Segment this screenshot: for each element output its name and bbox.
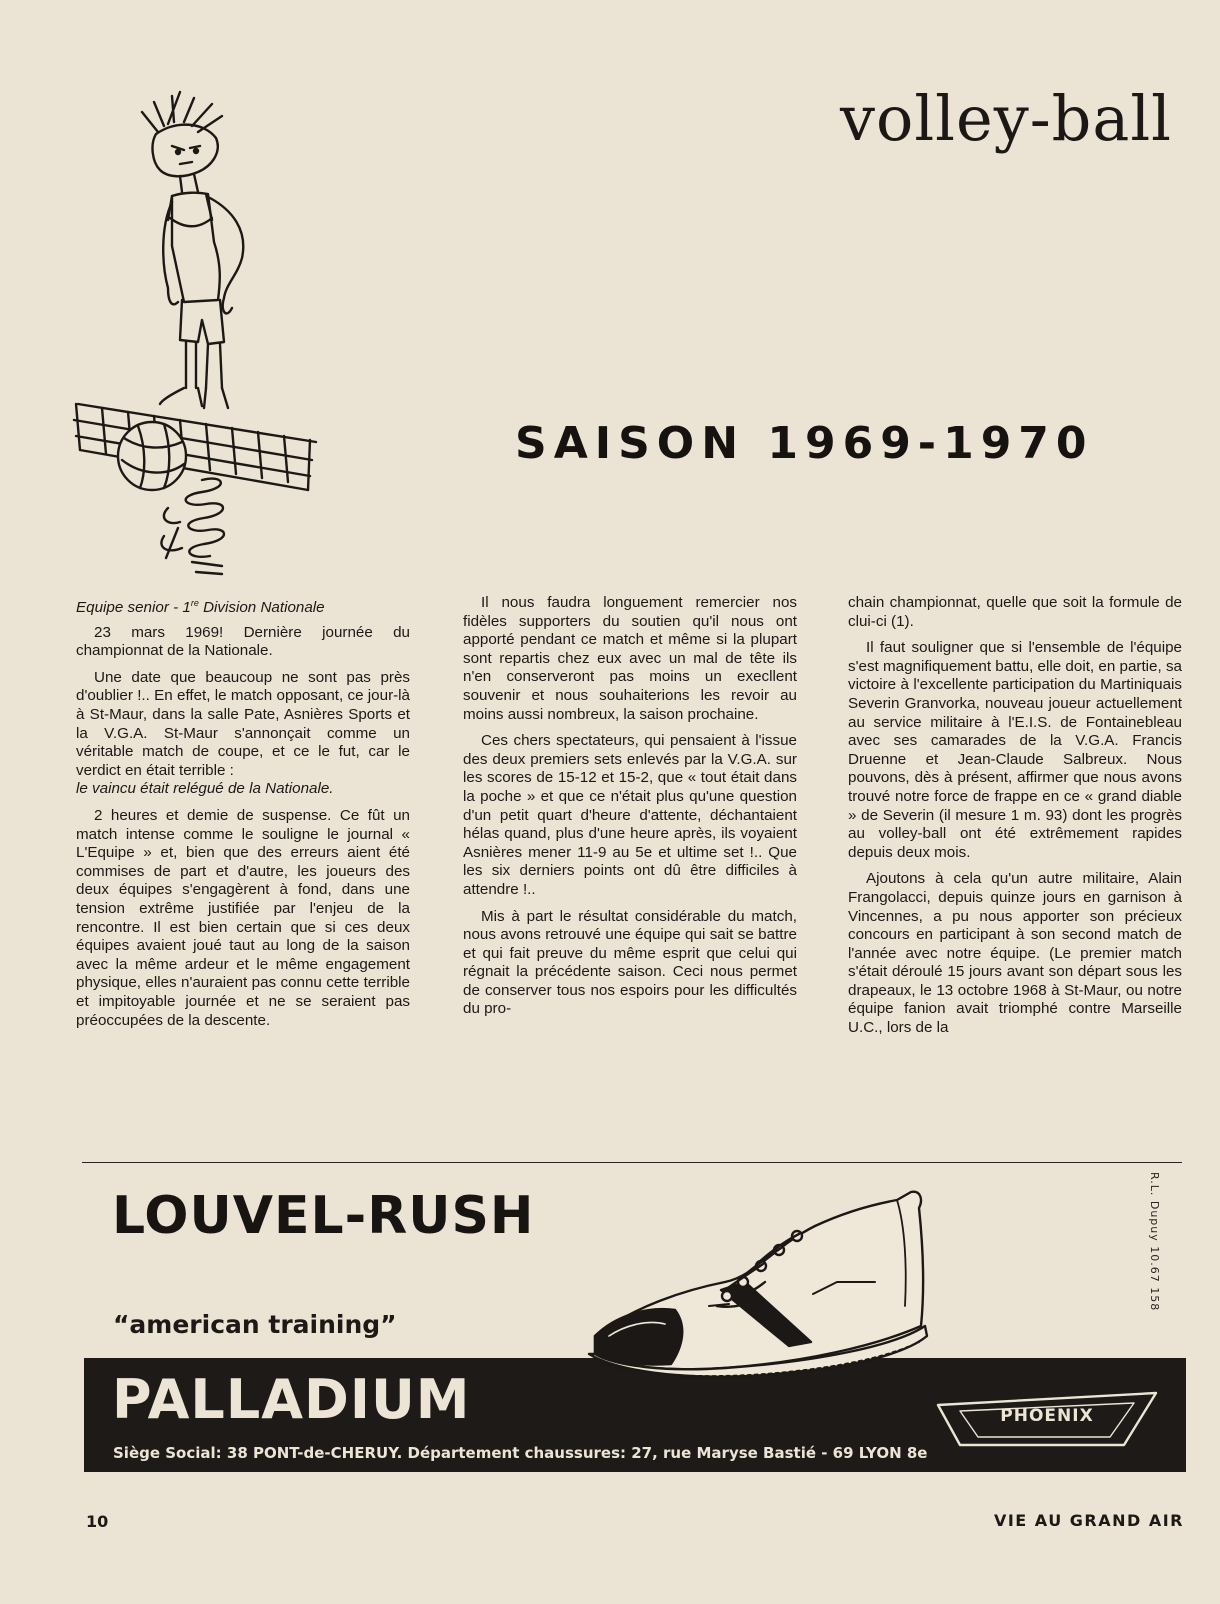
article-kicker	[76, 594, 410, 618]
paragraph: Une date que beaucoup ne sont pas près d'oublier !.. En effet, le match opposant, ce jour-là à St-Maur, dans la salle Pate, Asnières Sports et la V.G.A. St-Maur s'annonçait comme un véritable match de coupe, et ce le fut, car le verdict en était terrible :	[76, 668, 410, 779]
phoenix-logo	[934, 1387, 1160, 1447]
volleyball-player-illustration	[72, 88, 334, 578]
ad-address: Siège Social: 38 PONT-de-CHERUY. Département chaussures: 27, rue Maryse Bastié - 69 LYON 8e	[113, 1444, 928, 1462]
phoenix-logo-label: PHOENIX	[1000, 1406, 1094, 1426]
paragraph: Ajoutons à cela qu'un autre militaire, Alain Frangolacci, depuis quinze jours en garnison à Vincennes, a pu nous apporter son précieux concours en participant à son second match de l'année avec notre équipe. (Le premier match s'était déroulé 15 jours avant son départ sous les drapeaux, le 13 octobre 1968 à St-Maur, ou notre équipe fanion avait triomphé contre Marseille U.C., lors de la	[848, 870, 1182, 1037]
paragraph-emphasis	[76, 780, 410, 799]
magazine-name: VIE AU GRAND AIR	[993, 1511, 1184, 1530]
sneaker-illustration	[575, 1186, 945, 1386]
headline: SAISON 1969-1970	[515, 418, 1094, 469]
paragraph: 2 heures et demie de suspense. Ce fût un match intense comme le souligne le journal « L'Equipe » et, bien que des erreurs aient été commises de part et d'autre, les joueurs des deux équipes s'engagèrent à fond, dans une tension extrême justifiée par l'enjeu de la rencontre. Il est bien certain que si ces deux équipes avaient joué taut au long de la saison avec la même ardeur et le même engagement physique, elles n'auraient pas connu cette terrible et impitoyable journée et ne se seraient pas préoccupées de la descente.	[76, 807, 410, 1029]
kicker-prefix: Equipe senior - 1	[76, 599, 191, 617]
ad-maker: PALLADIUM	[112, 1368, 471, 1431]
kicker-suffix: Division Nationale	[198, 599, 325, 617]
article-column-2	[463, 594, 797, 1027]
paragraph: Mis à part le résultat considérable du match, nous avons retrouvé une équipe qui sait se battre et qui fait preuve du même esprit que celui qui régnait la précédente saison. Ceci nous permet de conserver tous nos espoirs pour les difficultés du pro-	[463, 907, 797, 1018]
paragraph: Ces chers spectateurs, qui pensaient à l'issue des deux premiers sets enlevés par la V.G.A. sur les scores de 15-12 et 15-2, que « tout était dans la poche » et que ce n'était plus qu'une question d'un petit quart d'heure d'attente, déchantaient hélas quand, plus d'une heure après, ils voyaient Asnières mener 11-9 au 5e et ultime set !.. Que les six derniers points ont dû être difficiles à attendre !..	[463, 732, 797, 898]
paragraph: Il nous faudra longuement remercier nos fidèles supporters du soutien qu'il nous ont apporté pendant ce match et même si la plupart sont repartis chez eux avec un mal de tête ils n'en conserveront pas moins un execllent souvenir et nous souhaiterions les revoir au moins aussi nombreux, la saison prochaine.	[463, 594, 797, 723]
emphasis-text: le vaincu était relégué de la Nationale.	[76, 780, 334, 798]
paragraph: Il faut souligner que si l'ensemble de l'équipe s'est magnifiquement battu, elle doit, en partie, sa victoire à l'excellente participation du Martiniquais Severin Granvorka, nouveau joueur actuellement au service militaire à l'E.I.S. de Fontainebleau avec ses camarades de la V.G.A. Francis Druenne et Jean-Claude Salbreux. Nous pouvons, dès à présent, affirmer que nous avons trouvé notre force de frappe en ce « grand diable » de Severin (il mesure 1 m. 93) dont les progrès au volley-ball ont été extrêmement rapides depuis deux mois.	[848, 639, 1182, 861]
ad-slogan: “american training”	[113, 1310, 397, 1339]
paragraph: 23 mars 1969! Dernière journée du championnat de la Nationale.	[76, 623, 410, 660]
section-title: volley-ball	[840, 82, 1172, 155]
ad-divider	[82, 1162, 1182, 1163]
article-column-3	[848, 594, 1182, 1046]
ad-credit: R.L. Dupuy 10.67 158	[1148, 1172, 1161, 1312]
page-number: 10	[86, 1512, 109, 1531]
ad-brand: LOUVEL-RUSH	[112, 1186, 535, 1246]
article-column-1	[76, 594, 410, 1038]
kicker-superscript: re	[190, 598, 199, 608]
paragraph: chain championnat, quelle que soit la formule de clui-ci (1).	[848, 594, 1182, 630]
